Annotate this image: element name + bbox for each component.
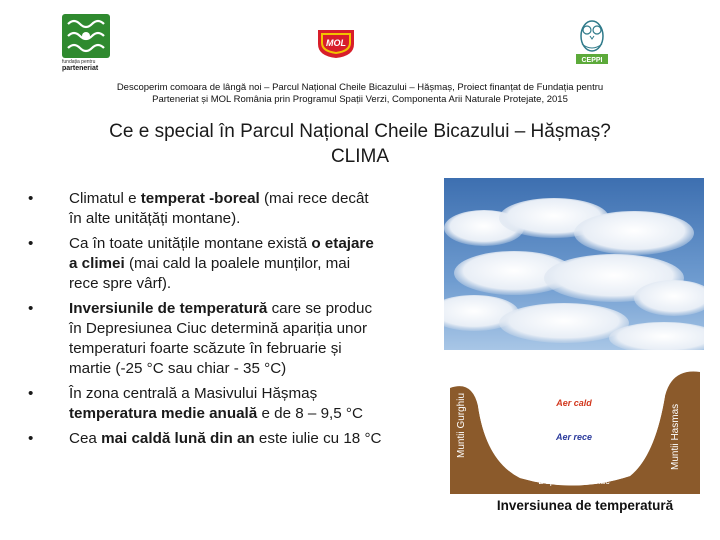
bullet-text: Cea	[69, 430, 102, 447]
bullet-text: martie (-25 °C sau chiar - 35 °C)	[69, 360, 287, 377]
bullet-text: mai caldă lună din an	[101, 430, 255, 447]
ceppi-logo-text: CEPPI	[581, 57, 603, 64]
bullet-marker: •	[28, 190, 34, 207]
bullet-marker: •	[28, 300, 34, 317]
bullet-item-continuation	[28, 209, 448, 229]
bullet-text: Inversiunile de temperatură	[69, 300, 268, 317]
bullet-item-continuation	[28, 404, 448, 424]
bullet-marker: •	[28, 385, 34, 402]
bullet-text: temperat -boreal	[140, 190, 260, 207]
bullet-text: (mai cald la poalele munților, mai	[124, 255, 351, 272]
bullet-text: e de 8 – 9,5 °C	[257, 405, 363, 422]
project-header-line-2: Parteneriat și MOL România prin Programul Spații Verzi, Componenta Arii Naturale Protejate, 2015	[152, 94, 568, 105]
bullet-text: temperaturi foarte scăzute în februarie și	[69, 340, 342, 357]
bullet-text: o etajare	[311, 235, 374, 252]
foundation-logo-mark	[62, 14, 110, 58]
bullet-item	[28, 384, 448, 404]
bullet-item-continuation	[28, 319, 448, 339]
diagram-caption: Inversiunea de temperatură	[496, 498, 674, 513]
mol-logo	[314, 24, 358, 60]
hasmas-mountains-label: Muntii Hasmas	[670, 403, 681, 470]
bullet-item-continuation	[28, 274, 448, 294]
bullet-text: (mai rece decât	[259, 190, 369, 207]
ceppi-logo	[572, 14, 612, 70]
foundation-logo	[62, 14, 114, 74]
bullet-item	[28, 429, 448, 449]
temperature-inversion-diagram	[450, 366, 700, 494]
bullet-item	[28, 234, 448, 254]
foundation-logo-name: parteneriat	[62, 65, 99, 72]
bullet-item-continuation	[28, 359, 448, 379]
bullet-item-continuation	[28, 254, 448, 274]
cold-air-label: Aer rece	[555, 432, 593, 442]
bullet-marker: •	[28, 430, 34, 447]
bullet-item-continuation	[28, 339, 448, 359]
bullet-item	[28, 299, 448, 319]
bullet-text: rece spre vârf).	[69, 275, 172, 292]
climate-bullet-list	[28, 189, 448, 449]
foundation-logo-subtitle: fundația pentru	[62, 59, 96, 65]
bullet-text: În zona centrală a Masivului Hășmaș	[69, 385, 318, 402]
bullet-text: în Depresiunea Ciuc determină apariția unor	[69, 320, 368, 337]
slide-title: Ce e special în Parcul Național Cheile Bicazului – Hășmaș?	[109, 121, 611, 142]
mol-logo-text: MOL	[326, 38, 346, 48]
bullet-text: este iulie cu 18 °C	[254, 430, 382, 447]
warm-air-label: Aer cald	[556, 398, 592, 408]
gurghiu-mountains-label: Muntii Gurghiu	[456, 392, 467, 458]
slide-subtitle: CLIMA	[330, 146, 390, 167]
bullet-marker: •	[28, 235, 34, 252]
bullet-text: în alte unitățăți montane).	[69, 210, 241, 227]
project-header-line-1: Descoperim comoara de lângă noi – Parcul Național Cheile Bicazului – Hășmaș, Proiect finanțat de Fundația pentru	[116, 82, 604, 93]
ciuc-depression-label: Depresiunea Ciuc	[538, 476, 610, 486]
sky-clouds-photo	[444, 178, 704, 350]
bullet-item	[28, 189, 448, 209]
bullet-text: Climatul e	[69, 190, 141, 207]
bullet-text: temperatura medie anuală	[69, 405, 258, 422]
bullet-text: Ca în toate unitățile montane există	[69, 235, 312, 252]
bullet-text: care se produc	[267, 300, 373, 317]
bullet-text: a climei	[69, 255, 125, 272]
